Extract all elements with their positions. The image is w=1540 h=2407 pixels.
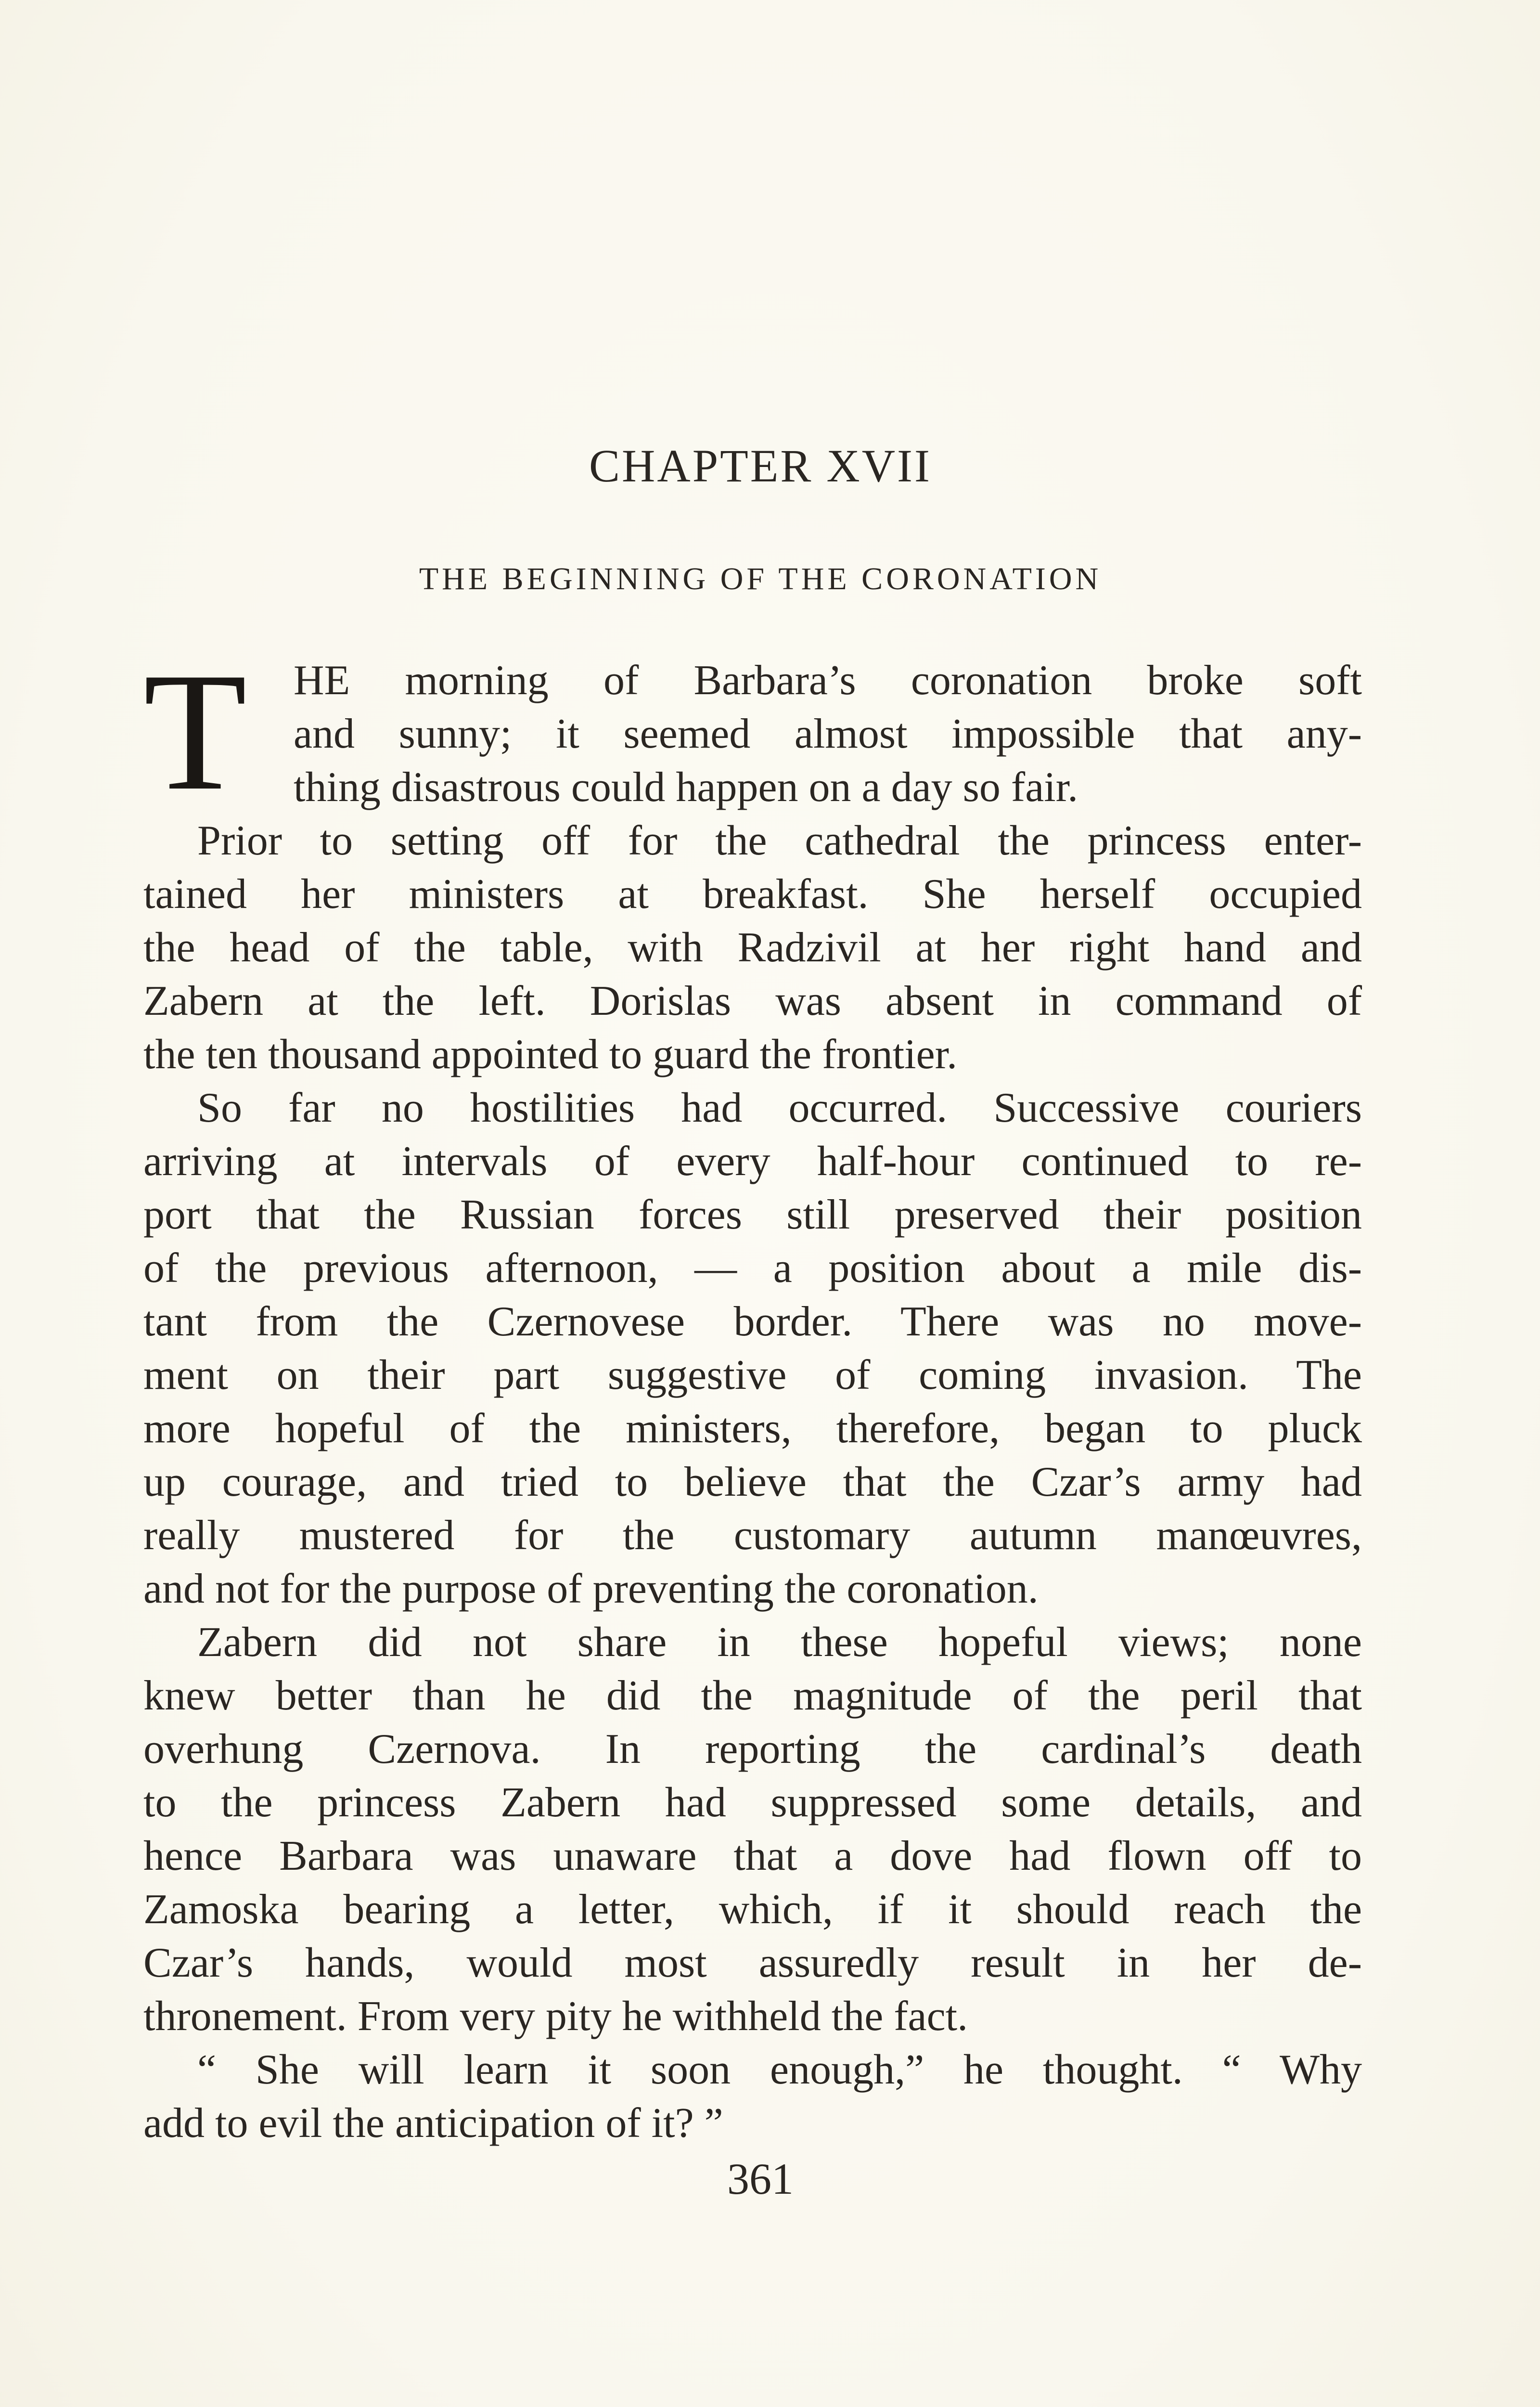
chapter-subtitle: THE BEGINNING OF THE CORONATION [419, 561, 1102, 596]
paragraph [143, 814, 1362, 1081]
opening-paragraph [143, 638, 1362, 826]
text-line: thronement. From very pity he withheld the fact. [143, 1993, 968, 2040]
paragraph [143, 1616, 1362, 2043]
text-line: HE morning of Barbara’s coronation broke soft [294, 657, 1362, 704]
text-line: hence Barbara was unaware that a dove had flown off to [143, 1833, 1362, 1879]
text-line: the ten thousand appointed to guard the frontier. [143, 1031, 958, 1078]
text-line: knew better than he did the magnitude of the peril that [143, 1672, 1362, 1719]
text-line: add to evil the anticipation of it? ” [143, 2100, 723, 2147]
text-line: and sunny; it seemed almost impossible that any- [294, 711, 1362, 757]
text-line: thing disastrous could happen on a day so fair. [294, 764, 1078, 811]
text-line: “ She will learn it soon enough,” he thought. “ Why [197, 2046, 1362, 2093]
text-line: Czar’s hands, would most assuredly result in her de- [143, 1940, 1362, 1986]
text-line: So far no hostilities had occurred. Successive couriers [197, 1085, 1362, 1131]
text-line: ment on their part suggestive of coming invasion. The [143, 1352, 1362, 1398]
page-number: 361 [727, 2154, 794, 2203]
text-line: up courage, and tried to believe that the Czar’s army had [143, 1459, 1362, 1505]
text-line: and not for the purpose of preventing the coronation. [143, 1566, 1039, 1612]
text-line: really mustered for the customary autumn manœuvres, [143, 1512, 1362, 1559]
text-line: port that the Russian forces still preserved their position [143, 1191, 1362, 1238]
text-line: of the previous afternoon, — a position about a mile dis- [143, 1245, 1362, 1292]
text-line: tained her ministers at breakfast. She herself occupied [143, 871, 1362, 918]
chapter-title: CHAPTER XVII [589, 440, 932, 492]
drop-cap: T [143, 638, 247, 826]
paragraph [143, 2043, 1362, 2150]
text-line: Zabern at the left. Dorislas was absent in command of [143, 978, 1362, 1024]
body-text [143, 638, 1362, 2150]
text-line: Zamoska bearing a letter, which, if it should reach the [143, 1886, 1362, 1933]
text-line: tant from the Czernovese border. There was no move- [143, 1298, 1362, 1345]
text-line: to the princess Zabern had suppressed some details, and [143, 1779, 1362, 1826]
text-line: overhung Czernova. In reporting the cardinal’s death [143, 1726, 1362, 1773]
text-line: Prior to setting off for the cathedral the princess enter- [197, 817, 1362, 864]
paragraph [143, 1081, 1362, 1616]
text-line: Zabern did not share in these hopeful views; none [197, 1619, 1362, 1666]
text-line: more hopeful of the ministers, therefore, began to pluck [143, 1405, 1362, 1452]
text-line: arriving at intervals of every half-hour continued to re- [143, 1138, 1362, 1185]
text-line: the head of the table, with Radzivil at her right hand and [143, 924, 1362, 971]
